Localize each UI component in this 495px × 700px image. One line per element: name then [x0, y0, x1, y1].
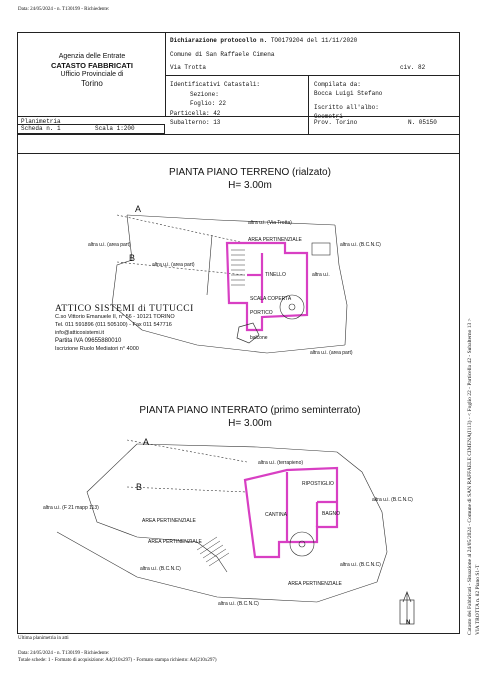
- north-label: N: [406, 620, 411, 626]
- via: Via Trotta: [170, 64, 207, 71]
- plan2-label-a: A: [143, 437, 150, 447]
- plan2-altra-top: altra u.i. (terrapieno): [258, 460, 304, 466]
- plan2-label-b: B: [136, 482, 143, 492]
- footer-totale: Totale schede: 1 - Formato di acquisizione: A4(210x297) - Formato stampa richiesto: A4(210x297): [18, 658, 217, 663]
- planimetria-title: Planimetria: [21, 118, 61, 125]
- plan2-altra-bottom2: altra u.i. (B.C.N.C): [340, 562, 381, 568]
- scala: Scala 1:200: [95, 125, 135, 132]
- plan2-bagno: BAGNO: [322, 511, 341, 517]
- top-meta: Data: 24/05/2024 - n. T130199 - Richiedente:: [18, 7, 110, 12]
- provincia: Prov. Torino: [314, 119, 358, 126]
- plan2-height: H= 3.00m: [228, 418, 272, 429]
- scheda: Scheda n. 1: [21, 125, 61, 132]
- identificativi: Identificativi Catastali: Sezione: Foglio: 22 Particella: 42 Subalterno: 13: [170, 81, 261, 126]
- plan1-scala-coperta: SCALA COPERTA: [250, 296, 292, 302]
- plan2-title: PIANTA PIANO INTERRATO (primo seminterrato): [139, 405, 361, 416]
- compilata: Compilata da: Bocca Luigi Stefano Iscritto all'albo: Geometri: [314, 81, 383, 120]
- agency-block: Agenzia delle Entrate CATASTO FABBRICATI Ufficio Provinciale di Torino: [51, 53, 133, 88]
- numero-albo: N. 05150: [408, 119, 437, 126]
- plan1-label-a: A: [135, 204, 142, 214]
- dichiarazione: Dichiarazione protocollo n. TO0179204 del 11/11/2020: [170, 37, 358, 44]
- plan1-altra-right: altra u.i. (B.C.N.C): [340, 242, 381, 248]
- civico: civ. 82: [400, 64, 426, 71]
- plan2-area-pert3: AREA PERTINENZIALE: [288, 581, 342, 587]
- footer-meta: Data: 24/05/2024 - n. T130199 - Richiedente:: [18, 651, 110, 656]
- plan1-title: PIANTA PIANO TERRENO (rialzato): [169, 167, 331, 178]
- plan2-area-pert2: AREA PERTINENZIALE: [148, 539, 202, 545]
- plan2-area-pert1: AREA PERTINENZIALE: [142, 518, 196, 524]
- plan1-altra-right2: altra u.i.: [312, 272, 330, 278]
- plan2-altra-right: altra u.i. (B.C.N.C): [372, 497, 413, 503]
- plan1-area-pert: AREA PERTINENZIALE: [248, 237, 302, 243]
- comune: Comune di San Raffaele Cimena: [170, 51, 275, 58]
- plan2-cantina: CANTINA: [265, 512, 287, 518]
- ultima-planimetria: Ultima planimetria in atti: [18, 636, 69, 641]
- side-text-catasto: Catasto dei Fabbricati - Situazione al 24/05/2024 - Comune di SAN RAFFAELE CIMENA(I113) - < Foglio 22 - Particella 42 - Subalterno 13 >: [467, 318, 473, 635]
- side-text-via: VIA TROTTA n. 82 Piano S1-T: [475, 564, 481, 635]
- plan2-altra-left: altra u.i. (F 21 mapp 113): [43, 505, 99, 511]
- plan2-altra-bottom-bcnc: altra u.i. (B.C.N.C): [218, 601, 259, 607]
- plan1-label-b: B: [129, 253, 136, 263]
- plan1-height: H= 3.00m: [228, 180, 272, 191]
- plan1-altra-left2: altra u.i. (area part): [152, 262, 195, 268]
- plan1-altra-top: altra u.i. (Via Trotta): [248, 220, 292, 226]
- plan1-portico: PORTICO: [250, 310, 273, 316]
- company-stamp: ATTICO SISTEMI di TUTUCCI C.so Vittorio Emanuele II, n° 56 - 10121 TORINO Tel. 011 591896 (011 505100) - Fax 011 547716 info@atticosistemi.it Partita IVA 09655880010 Iscrizione Ruolo Mediatori n° 4000: [55, 304, 194, 352]
- plan1-tinello: TINELLO: [265, 272, 286, 278]
- plan1-balcone: balcone: [250, 335, 268, 341]
- plan1-altra-bottom: altra u.i. (area part): [310, 350, 353, 356]
- plan1-altra-left: altra u.i. (area part): [88, 242, 131, 248]
- plan2-ripostiglio: RIPOSTIGLIO: [302, 481, 334, 487]
- plan2-altra-bottom1: altra u.i. (B.C.N.C): [140, 566, 181, 572]
